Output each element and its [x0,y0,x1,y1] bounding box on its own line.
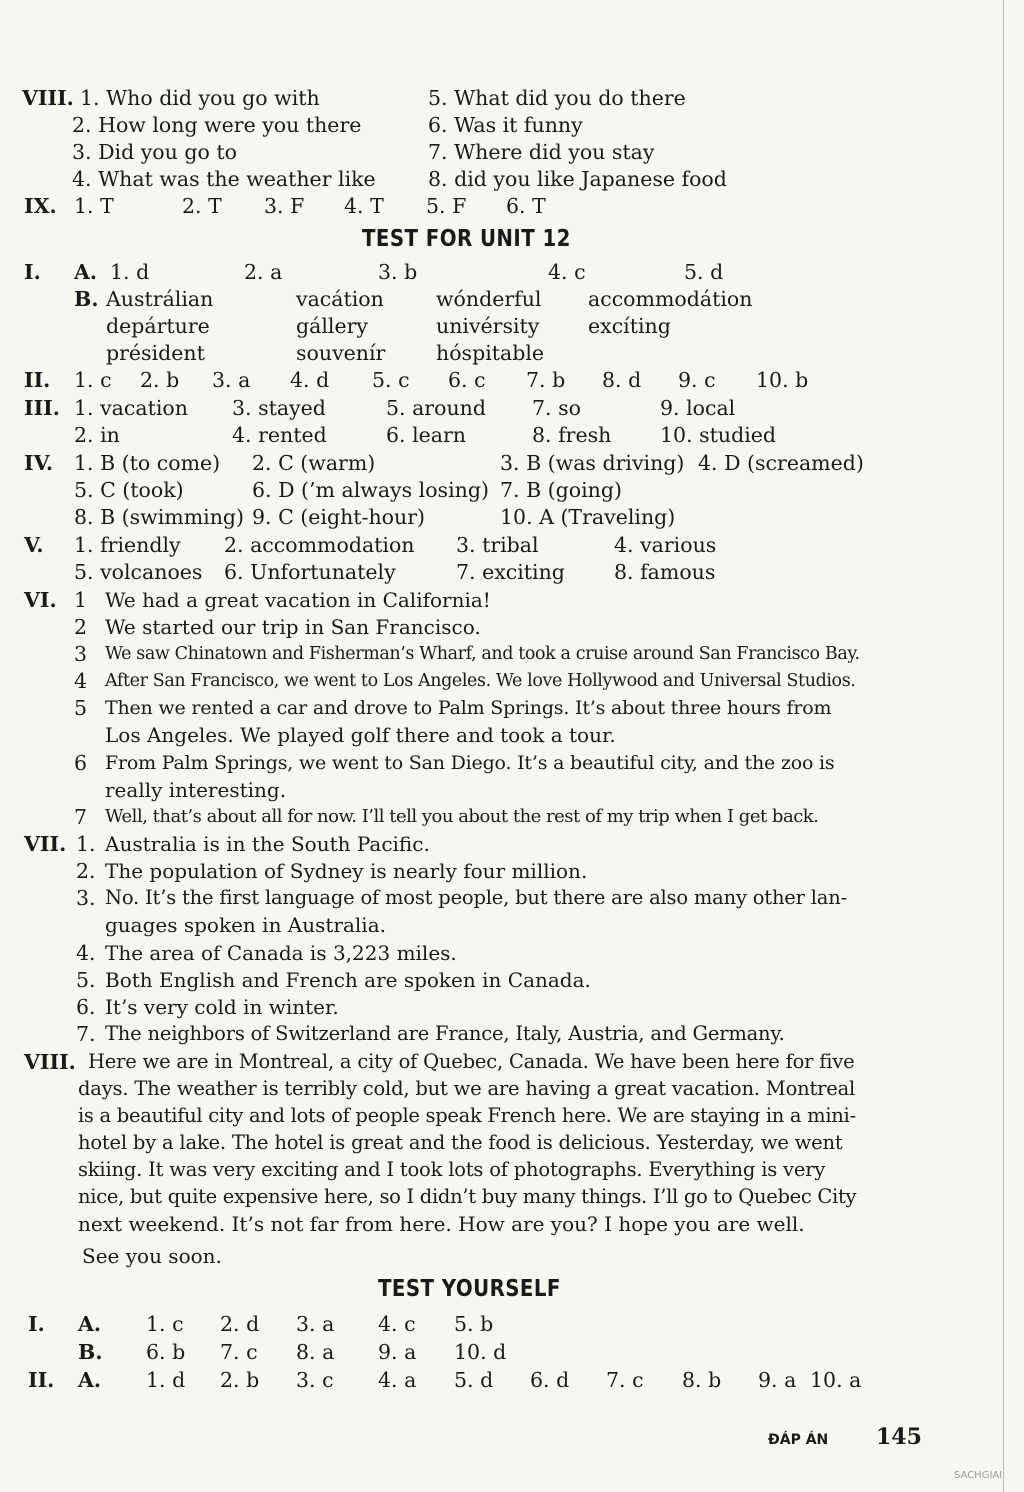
paragraph-line: days. The weather is terribly cold, but we are having a great vacation. Montreal [78,1077,856,1100]
answer-item: 5. F [426,194,467,218]
answer-sentence: We started our trip in San Francisco. [105,615,481,639]
answer-item: 6. learn [386,423,466,447]
section-label: VIII. [24,1050,76,1074]
answer-item: 9. c [678,368,716,392]
paragraph-line: is a beautiful city and lots of people speak French here. We are staying in a mini- [78,1104,856,1127]
item-number: 1 [74,588,88,612]
answer-item: 2. How long were you there [72,113,362,137]
part-label: B. [74,287,99,311]
answer-sentence: Both English and French are spoken in Canada. [105,968,591,992]
answer-item: 3. B (was driving) [500,451,685,475]
part-label: B. [78,1340,103,1364]
answer-item: 1. T [74,194,114,218]
section-label: I. [28,1312,45,1336]
answer-item: 8. b [682,1368,722,1392]
answer-item: 5. C (took) [74,478,184,502]
answer-item: 7. B (going) [500,478,622,502]
section-label: VI. [24,588,57,612]
answer-item: 4. What was the weather like [72,167,376,191]
answer-item: 9. a [378,1340,417,1364]
answer-item: 1. d [146,1368,186,1392]
page-edge-line [1003,0,1004,1492]
section-label: V. [24,533,44,557]
section-label: IX. [24,194,57,218]
watermark: SACHGIAI [954,1470,1003,1481]
stress-word: univérsity [436,314,540,338]
answer-item: 6. Was it funny [428,113,583,137]
answer-item: 1. vacation [74,396,188,420]
answer-item: 5. volcanoes [74,560,203,584]
stress-word: wónderful [436,287,542,311]
item-number: 6 [74,751,88,775]
answer-sentence: We had a great vacation in California! [105,588,491,612]
answer-item: 2. b [140,368,180,392]
stress-word: accommodátion [588,287,753,311]
answer-item: 6. Unfortunately [224,560,396,584]
answer-item: 9. a [758,1368,797,1392]
answer-item: 1. B (to come) [74,451,221,475]
answer-item: 4. rented [232,423,327,447]
paragraph-line: next weekend. It’s not far from here. How are you? I hope you are well. [78,1212,805,1236]
section-label: I. [24,260,41,284]
answer-item: 5. What did you do there [428,86,686,110]
answer-sentence: Then we rented a car and drove to Palm Springs. It’s about three hours from [105,697,832,719]
answer-item: 3. tribal [456,533,539,557]
answer-item: 2. T [182,194,222,218]
answer-item: 9. local [660,396,736,420]
item-number: 4 [74,669,88,693]
stress-word: président [106,341,205,365]
item-number: 7. [76,1022,96,1046]
answer-item: 4. D (screamed) [698,451,864,475]
answer-item: 10. a [810,1368,862,1392]
answer-item: 2. a [244,260,283,284]
section-label: VIII. [22,86,74,110]
answer-sentence: It’s very cold in winter. [105,995,339,1019]
answer-item: 5. b [454,1312,494,1336]
answer-item: 4. c [378,1312,416,1336]
answer-item: 6. c [448,368,486,392]
answer-item: 7. Where did you stay [428,140,655,164]
answer-item: 3. stayed [232,396,326,420]
page-number: 145 [876,1424,922,1450]
answer-item: 5. d [454,1368,494,1392]
answer-item: 2. b [220,1368,260,1392]
answer-item: 2. C (warm) [252,451,376,475]
item-number: 5. [76,968,96,992]
answer-item: 7. b [526,368,566,392]
part-label: A. [78,1312,102,1336]
section-label: VII. [24,832,67,856]
paragraph-line: nice, but quite expensive here, so I didn’t buy many things. I’ll go to Quebec City [78,1185,857,1208]
answer-item: 6. D (’m always losing) [252,478,489,502]
answer-item: 4. T [344,194,384,218]
answer-sentence: The area of Canada is 3,223 miles. [105,941,457,965]
answer-item: 2. accommodation [224,533,415,557]
answer-item: 4. c [548,260,586,284]
answer-sentence: After San Francisco, we went to Los Angeles. We love Hollywood and Universal Studios. [105,671,856,691]
section-label: III. [24,396,60,420]
section-label: IV. [24,451,54,475]
heading-test-for-unit-12: TEST FOR UNIT 12 [362,226,571,252]
answer-item: 7. exciting [456,560,565,584]
item-number: 5 [74,696,88,720]
part-label: A. [74,260,98,284]
part-label: A. [78,1368,102,1392]
section-label: II. [24,368,51,392]
answer-item: 1. c [74,368,112,392]
answer-item: 5. c [372,368,410,392]
item-number: 6. [76,995,96,1019]
answer-item: 1. friendly [74,533,181,557]
answer-item: 10. d [454,1340,507,1364]
answer-item: 6. b [146,1340,186,1364]
answer-sentence: From Palm Springs, we went to San Diego. It’s a beautiful city, and the zoo is [105,752,835,774]
answer-item: 1. c [146,1312,184,1336]
answer-item: 5. d [684,260,724,284]
answer-item: 7. so [532,396,581,420]
stress-word: gállery [296,314,368,338]
paragraph-line: hotel by a lake. The hotel is great and the food is delicious. Yesterday, we went [78,1131,843,1154]
stress-word: Austrálian [106,287,214,311]
answer-item: 4. various [614,533,717,557]
answer-sentence: The population of Sydney is nearly four million. [105,859,588,883]
stress-word: hóspitable [436,341,545,365]
section-label: II. [28,1368,55,1392]
answer-item: 8. fresh [532,423,612,447]
answer-item: 2. in [74,423,120,447]
answer-item: 8. did you like Japanese food [428,167,727,191]
answer-item: 8. d [602,368,642,392]
heading-test-yourself: TEST YOURSELF [378,1276,561,1302]
answer-item: 10. studied [660,423,777,447]
item-number: 3. [76,886,96,910]
answer-item: 6. d [530,1368,570,1392]
answer-item: 8. a [296,1340,335,1364]
answer-item: 4. d [290,368,330,392]
answer-item: 3. c [296,1368,334,1392]
answer-sentence: Well, that’s about all for now. I’ll tell you about the rest of my trip when I get back. [105,806,819,827]
item-number: 2. [76,859,96,883]
answer-item: 5. around [386,396,486,420]
answer-sentence: really interesting. [105,778,287,802]
stress-word: excíting [588,314,671,338]
paragraph-line: Here we are in Montreal, a city of Quebec, Canada. We have been here for five [88,1050,855,1073]
answer-item: 8. B (swimming) [74,505,245,529]
stress-word: depárture [106,314,210,338]
answer-item: 3. b [378,260,418,284]
answer-item: 2. d [220,1312,260,1336]
item-number: 3 [74,642,88,666]
answer-item: 8. famous [614,560,716,584]
paragraph-line: See you soon. [82,1244,222,1268]
item-number: 1. [76,832,96,856]
answer-item: 9. C (eight-hour) [252,505,425,529]
stress-word: vacátion [296,287,384,311]
answer-item: 3. a [212,368,251,392]
answer-item: 7. c [606,1368,644,1392]
answer-item: 1. Who did you go with [80,86,320,110]
answer-item: 7. c [220,1340,258,1364]
answer-item: 4. a [378,1368,417,1392]
answer-item: 6. T [506,194,546,218]
answer-item: 3. a [296,1312,335,1336]
paragraph-line: skiing. It was very exciting and I took lots of photographs. Everything is very [78,1158,826,1181]
answer-item: 3. F [264,194,305,218]
item-number: 4. [76,941,96,965]
answer-sentence: Los Angeles. We played golf there and took a tour. [105,723,616,747]
answer-item: 10. b [756,368,809,392]
answer-sentence: We saw Chinatown and Fisherman’s Wharf, and took a cruise around San Francisco Bay. [105,644,860,664]
footer-section-label: ĐÁP ÁN [768,1432,829,1448]
stress-word: souvenír [296,341,386,365]
answer-sentence: No. It’s the first language of most people, but there are also many other lan- [105,886,847,909]
answer-item: 10. A (Traveling) [500,505,676,529]
item-number: 7 [74,805,88,829]
item-number: 2 [74,615,88,639]
answer-item: 3. Did you go to [72,140,237,164]
answer-sentence: guages spoken in Australia. [105,913,386,937]
answer-item: 1. d [110,260,150,284]
answer-sentence: The neighbors of Switzerland are France, Italy, Austria, and Germany. [105,1022,785,1045]
answer-sentence: Australia is in the South Pacific. [105,832,430,856]
